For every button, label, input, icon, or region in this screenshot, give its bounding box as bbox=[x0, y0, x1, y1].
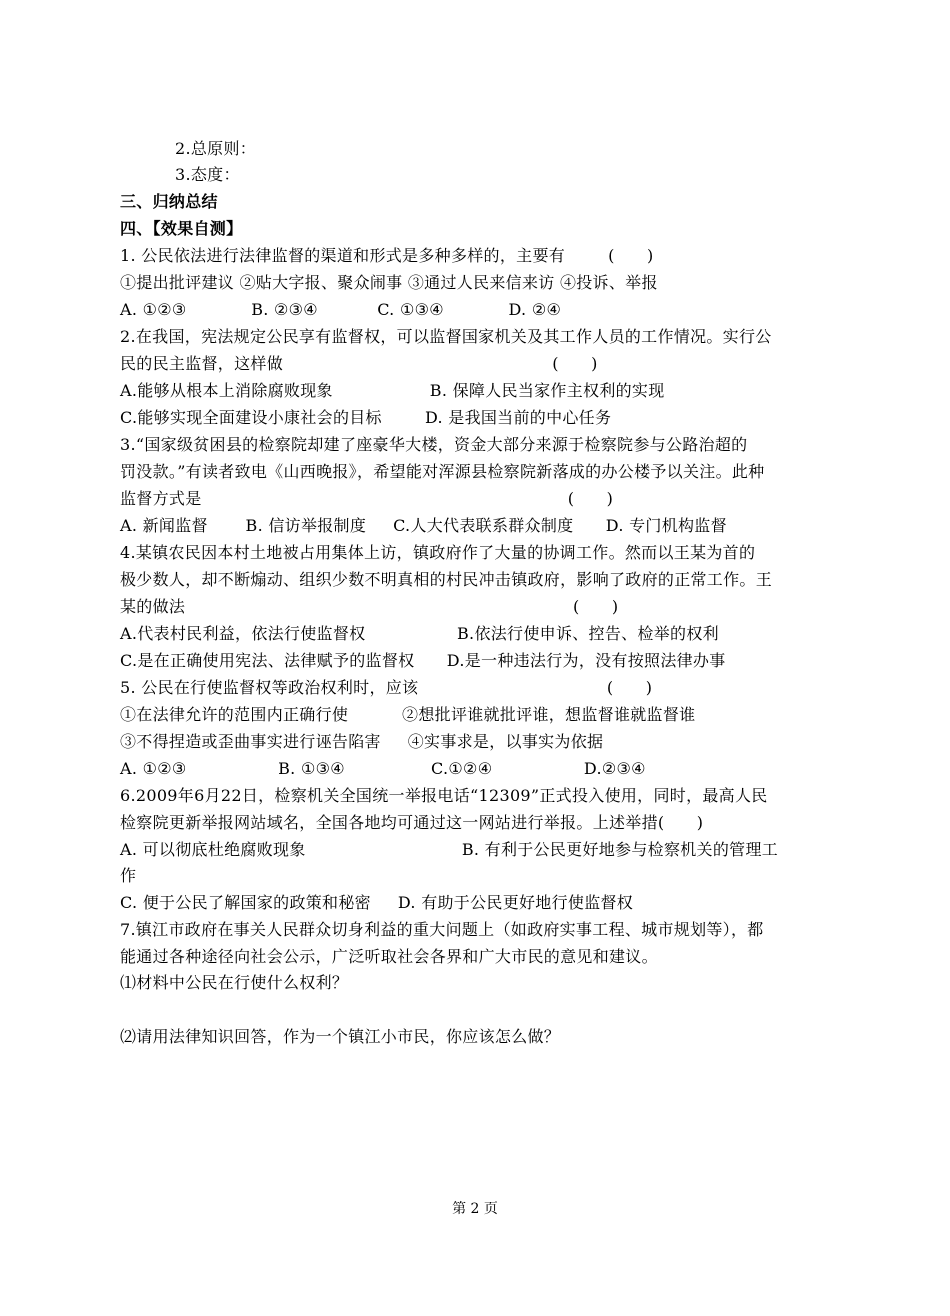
question-2: 2.在我国，宪法规定公民享有监督权，可以监督国家机关及其工作人员的工作情况。实行公 bbox=[120, 327, 772, 346]
question-2-options: A.能够从根本上消除腐败现象 B. 保障人民当家作主权利的实现 bbox=[120, 381, 665, 400]
question-7-sub-1: ⑴材料中公民在行使什么权利？ bbox=[120, 973, 349, 992]
question-5: 5. 公民在行使监督权等政治权利时，应该 ( ) bbox=[120, 678, 653, 697]
page-footer: 第 2 页 bbox=[452, 1201, 498, 1217]
text-line: 3.态度： bbox=[175, 165, 240, 184]
question-3-options: A. 新闻监督 B. 信访举报制度 C.人大代表联系群众制度 D. 专门机构监督 bbox=[120, 516, 727, 535]
question-4-options: C.是在正确使用宪法、法律赋予的监督权 D.是一种违法行为，没有按照法律办事 bbox=[120, 651, 726, 670]
question-4-cont: 极少数人，却不断煽动、组织少数不明真相的村民冲击镇政府，影响了政府的正常工作。王 bbox=[120, 570, 773, 589]
question-6: 6.2009年6月22日，检察机关全国统一举报电话“12309”正式投入使用，同时，最高人民 bbox=[120, 786, 768, 805]
question-5-options: A. ①②③ B. ①③④ C.①②④ D.②③④ bbox=[120, 759, 646, 778]
question-1-options: A. ①②③ B. ②③④ C. ①③④ D. ②④ bbox=[120, 300, 562, 319]
question-4: 4.某镇农民因本村土地被占用集体上访，镇政府作了大量的协调工作。然而以王某为首的 bbox=[120, 543, 756, 562]
question-1-items: ①提出批评建议 ②贴大字报、聚众闹事 ③通过人民来信来访 ④投诉、举报 bbox=[120, 273, 658, 292]
question-2-cont: 民的民主监督，这样做 ( ) bbox=[120, 354, 598, 373]
question-6-options: A. 可以彻底杜绝腐败现象 B. 有利于公民更好地参与检察机关的管理工 bbox=[120, 840, 779, 859]
question-3: 3.“国家级贫困县的检察院却建了座豪华大楼，资金大部分来源于检察院参与公路治超的 bbox=[120, 435, 748, 454]
question-3-cont: 罚没款。”有读者致电《山西晚报》，希望能对浑源县检察院新落成的办公楼予以关注。此种 bbox=[120, 462, 765, 481]
question-7: 7.镇江市政府在事关人民群众切身利益的重大问题上（如政府实事工程、城市规划等），都 bbox=[120, 920, 764, 939]
question-1: 1. 公民依法进行法律监督的渠道和形式是多种多样的，主要有 ( ) bbox=[120, 246, 654, 265]
section-heading: 四、【效果自测】 bbox=[120, 219, 243, 238]
question-2-options: C.能够实现全面建设小康社会的目标 D. 是我国当前的中心任务 bbox=[120, 408, 612, 427]
question-5-items: ③不得捏造或歪曲事实进行诬告陷害 ④实事求是，以事实为依据 bbox=[120, 732, 604, 751]
text-line: 2.总原则： bbox=[175, 139, 257, 158]
question-3-cont: 监督方式是 ( ) bbox=[120, 489, 614, 508]
question-7-cont: 能通过各种途径向社会公示，广泛听取社会各界和广大市民的意见和建议。 bbox=[120, 947, 658, 966]
section-heading: 三、归纳总结 bbox=[120, 192, 218, 211]
question-7-sub-2: ⑵请用法律知识回答，作为一个镇江小市民，你应该怎么做？ bbox=[120, 1027, 561, 1046]
question-4-options: A.代表村民利益，依法行使监督权 B.依法行使申诉、控告、检举的权利 bbox=[120, 624, 719, 643]
question-5-items: ①在法律允许的范围内正确行使 ②想批评谁就批评谁，想监督谁就监督谁 bbox=[120, 705, 696, 724]
question-6-options: 作 bbox=[120, 866, 137, 885]
question-6-cont: 检察院更新举报网站域名，全国各地均可通过这一网站进行举报。上述举措( ) bbox=[120, 813, 704, 832]
question-6-options: C. 便于公民了解国家的政策和秘密 D. 有助于公民更好地行使监督权 bbox=[120, 893, 634, 912]
question-4-cont: 某的做法 ( ) bbox=[120, 597, 619, 616]
